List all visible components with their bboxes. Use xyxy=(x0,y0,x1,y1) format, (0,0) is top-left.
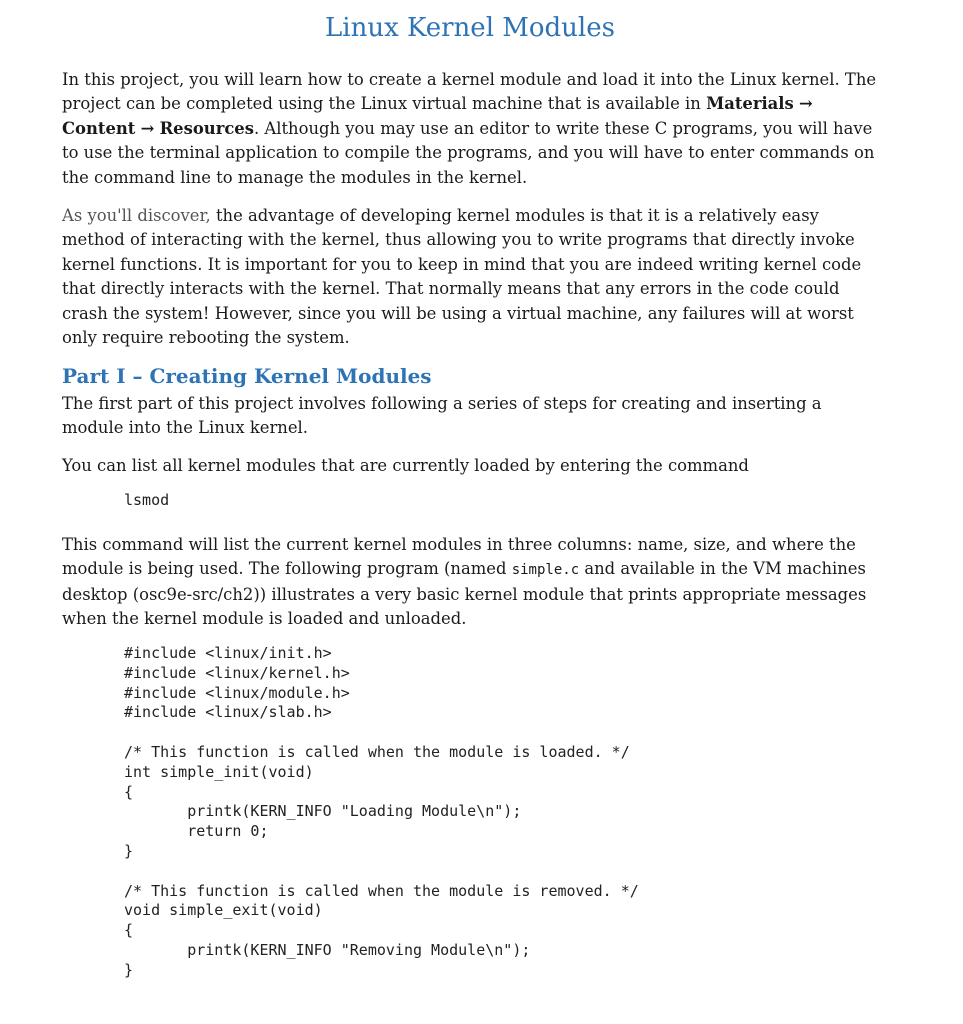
code-line: } xyxy=(124,841,134,860)
inline-code-filename: simple.c xyxy=(511,562,580,579)
code-line: #include <linux/slab.h> xyxy=(124,703,332,722)
arrow-right-icon: → xyxy=(798,94,813,114)
code-line: { xyxy=(124,782,134,801)
code-line: printk(KERN_INFO "Loading Module\n"); xyxy=(124,802,522,821)
part1-paragraph-3: This command will list the current kernel modules in three columns: name, size, and where the module is being used. The following program (named simple.c and available in the VM machines desktop (osc9e-src/ch2)) illustrates a very basic kernel module that prints appropriate messages when the kernel module is loaded and unloaded. xyxy=(62,535,867,629)
code-line: /* This function is called when the module is loaded. */ xyxy=(124,742,630,761)
code-line: #include <linux/kernel.h> xyxy=(124,663,350,682)
part1-heading: Part I – Creating Kernel Modules xyxy=(62,364,432,388)
code-line: } xyxy=(124,960,134,979)
code-block xyxy=(124,644,639,981)
code-line xyxy=(124,862,639,882)
part1-paragraph-1: The first part of this project involves following a series of steps for creating and inserting a module into the Linux kernel. xyxy=(62,394,822,438)
content-label: Content xyxy=(62,118,136,138)
code-line: void simple_exit(void) xyxy=(124,901,323,920)
intro-paragraph-1: In this project, you will learn how to create a kernel module and load it into the Linux kernel. The project can be completed using the Linux virtual machine that is available in Materials → Content → Resources. Although you may use an editor to write these C programs, you will have to use the terminal application to compile the programs, and you will have to enter commands on the command line to manage the modules in the kernel. xyxy=(62,70,877,187)
code-line xyxy=(124,723,639,743)
lsmod-command: lsmod xyxy=(124,491,170,509)
code-line: #include <linux/init.h> xyxy=(124,644,332,662)
code-line: #include <linux/module.h> xyxy=(124,683,350,702)
materials-label: Materials xyxy=(706,94,794,114)
code-line: printk(KERN_INFO "Removing Module\n"); xyxy=(124,940,531,959)
code-line: return 0; xyxy=(124,822,269,841)
arrow-right-icon: → xyxy=(140,118,155,138)
part1-paragraph-2: You can list all kernel modules that are currently loaded by entering the command xyxy=(62,456,749,475)
code-line: /* This function is called when the module is removed. */ xyxy=(124,881,639,900)
code-line: { xyxy=(124,921,134,940)
intro-paragraph-2: As you'll discover, the advantage of developing kernel modules is that it is a relatively easy method of interacting with the kernel, thus allowing you to write programs that directly invoke kernel functions. It is important for you to keep in mind that you are indeed writing kernel code that directly interacts with the kernel. That normally means that any errors in the code could crash the system! However, since you will be using a virtual machine, any failures will at worst only require rebooting the system. xyxy=(62,206,862,348)
document-title: Linux Kernel Modules xyxy=(325,13,615,43)
code-line: int simple_init(void) xyxy=(124,762,314,781)
resources-label: Resources xyxy=(159,118,254,138)
